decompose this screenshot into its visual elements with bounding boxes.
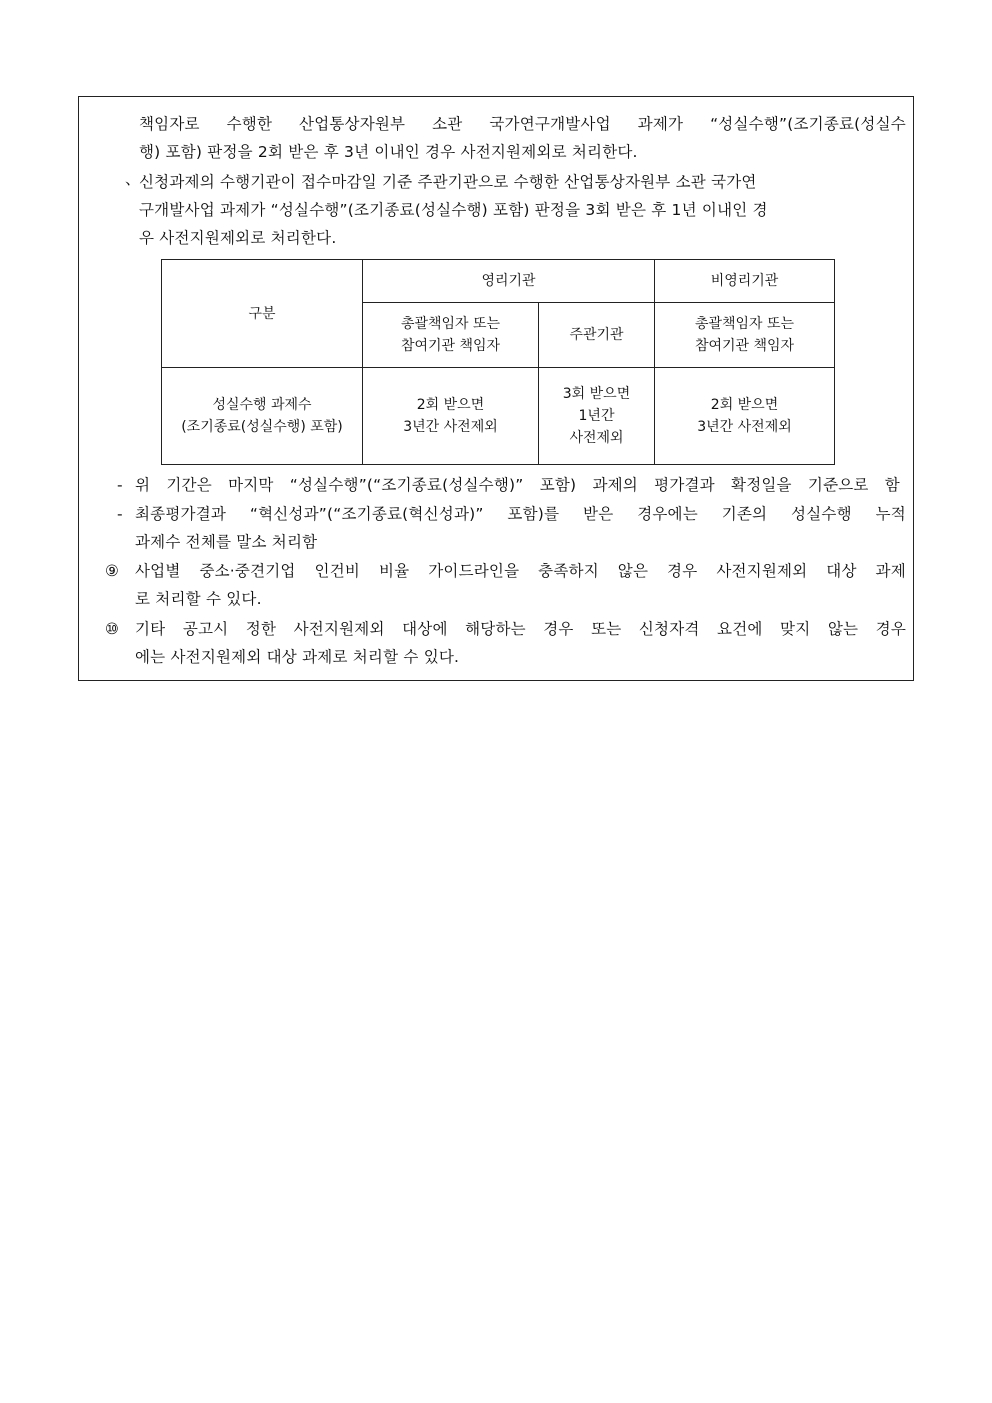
table-cell-nonprofit bbox=[655, 368, 835, 465]
para-top-line-1-text-word: “성실수행”(조기종료(성실수 bbox=[710, 115, 906, 133]
table-row-label-line-1: 성실수행 과제수 bbox=[212, 397, 312, 413]
note-1-line-1-text-word: 마지막 bbox=[228, 476, 274, 494]
item-9-line-1-text-word: 경우 bbox=[667, 562, 698, 580]
table-sub-nonprofit-lead-line-1: 총괄책임자 또는 bbox=[694, 316, 795, 332]
table-header-category: 구분 bbox=[162, 260, 363, 368]
item-9-line-1-text-word: 충족하지 bbox=[538, 562, 599, 580]
item-10-line-1-text-word: 대상에 bbox=[402, 620, 448, 638]
item-9-line-1-text-word: 과제 bbox=[875, 562, 906, 580]
item-10-line-1-text-word: 요건에 bbox=[717, 620, 763, 638]
note-2-line-1-text-word: 기존의 bbox=[721, 505, 768, 523]
item-10-line-1-text-word: 않는 bbox=[827, 620, 859, 638]
note-1-line-1-text-word: 위 bbox=[135, 476, 151, 494]
item-10-marker: ⑩ bbox=[105, 620, 119, 638]
para-top-line-1 bbox=[139, 114, 906, 134]
table-sub-profit-main: 주관기관 bbox=[539, 303, 655, 368]
note-2-line-1-text-word: 성실수행 bbox=[791, 505, 852, 523]
item-10-line-1-text-word: 사전지원제외 bbox=[293, 620, 385, 638]
table-cell-nonprofit-line-1: 2회 받으면 bbox=[710, 397, 779, 413]
table-cell-profit-main-line-3: 사전제외 bbox=[569, 430, 624, 446]
para-institution-line-2: 구개발사업 과제가 “성실수행”(조기종료(성실수행) 포함) 판정을 3회 받은 후 1년 이내인 경 bbox=[139, 201, 768, 219]
para-top-line-1-text-word: 수행한 bbox=[226, 115, 273, 133]
item-10-line-2: 에는 사전지원제외 대상 과제로 처리할 수 있다. bbox=[135, 648, 460, 666]
table-cell-profit-lead-line-1: 2회 받으면 bbox=[416, 397, 485, 413]
item-9-marker: ⑨ bbox=[105, 562, 119, 580]
item-10-line-1-text-word: 또는 bbox=[591, 620, 622, 638]
item-9-line-1-text-word: 중소·중견기업 bbox=[199, 562, 296, 580]
table-sub-profit-lead-line-2: 참여기관 책임자 bbox=[400, 338, 501, 354]
note-2-marker: - bbox=[117, 505, 123, 523]
exclusion-criteria-table bbox=[161, 259, 835, 465]
note-1-line-1-text-word: 평가결과 bbox=[654, 476, 715, 494]
item-9-line-1-text-word: 않은 bbox=[617, 562, 649, 580]
note-2-line-1-text-word: 경우에는 bbox=[637, 505, 698, 523]
note-1-line-1-text-word: “성실수행”(“조기종료(성실수행)” bbox=[289, 476, 524, 494]
note-2-line-1 bbox=[135, 504, 906, 524]
table-sub-nonprofit-lead bbox=[655, 303, 835, 368]
note-2-line-1-text-word: 포함)를 bbox=[507, 505, 560, 523]
table-sub-profit-lead bbox=[363, 303, 539, 368]
item-9-line-2: 로 처리할 수 있다. bbox=[135, 590, 262, 608]
note-2-line-2: 과제수 전체를 말소 처리함 bbox=[135, 533, 318, 551]
table-sub-nonprofit-lead-line-2: 참여기관 책임자 bbox=[694, 338, 795, 354]
para-top-line-2: 행) 포함) 판정을 2회 받은 후 3년 이내인 경우 사전지원제외로 처리한다. bbox=[139, 143, 638, 161]
note-1-line-1-text-word: 과제의 bbox=[592, 476, 638, 494]
item-9-line-1 bbox=[135, 561, 906, 581]
content-box bbox=[78, 96, 914, 681]
item-10-line-1 bbox=[135, 619, 906, 639]
table-cell-profit-main bbox=[539, 368, 655, 465]
note-1-line-1-text-word: 기간은 bbox=[166, 476, 212, 494]
item-10-line-1-text-word: 경우 bbox=[543, 620, 574, 638]
item-10-line-1-text-word: 기타 bbox=[135, 620, 166, 638]
item-9-line-1-text-word: 사업별 bbox=[135, 562, 181, 580]
para-top-line-1-text-word: 소관 bbox=[432, 115, 463, 133]
note-1-marker: - bbox=[117, 476, 123, 494]
table-header-profit: 영리기관 bbox=[363, 260, 655, 303]
table-cell-profit-lead bbox=[363, 368, 539, 465]
note-1-line-1-text-word: 함 bbox=[884, 476, 900, 494]
note-2-line-1-text-word: 누적 bbox=[875, 505, 906, 523]
item-10-line-1-text-word: 경우 bbox=[875, 620, 906, 638]
note-2-line-1-text-word: “혁신성과”(“조기종료(혁신성과)” bbox=[249, 505, 484, 523]
table-sub-profit-lead-line-1: 총괄책임자 또는 bbox=[400, 316, 501, 332]
item-10-line-1-text-word: 해당하는 bbox=[465, 620, 526, 638]
note-2-line-1-text-word: 최종평가결과 bbox=[135, 505, 227, 523]
note-2-line-1-text-word: 받은 bbox=[583, 505, 614, 523]
para-institution-line-3: 우 사전지원제외로 처리한다. bbox=[139, 229, 337, 247]
para-top-line-1-text-word: 산업통상자원부 bbox=[299, 115, 406, 133]
table-row-label-line-2: (조기종료(성실수행) 포함) bbox=[181, 419, 343, 435]
table-row-label bbox=[162, 368, 363, 465]
para-institution-line-1: 신청과제의 수행기관이 접수마감일 기준 주관기관으로 수행한 산업통상자원부 소관 국가연 bbox=[139, 173, 757, 191]
item-10-line-1-text-word: 맞지 bbox=[780, 620, 811, 638]
table-header-nonprofit: 비영리기관 bbox=[655, 260, 835, 303]
para-top-line-1-text-word: 과제가 bbox=[637, 115, 684, 133]
item-9-line-1-text-word: 비율 bbox=[378, 562, 410, 580]
item-9-line-1-text-word: 인건비 bbox=[314, 562, 361, 580]
item-10-line-1-text-word: 공고시 bbox=[182, 620, 229, 638]
table-cell-profit-main-line-2: 1년간 bbox=[578, 408, 615, 424]
para-top-line-1-text-word: 책임자로 bbox=[139, 115, 200, 133]
para-top-line-1-text-word: 국가연구개발사업 bbox=[489, 115, 611, 133]
item-9-line-1-text-word: 대상 bbox=[826, 562, 857, 580]
para-institution-marker: 、 bbox=[125, 170, 141, 188]
item-9-line-1-text-word: 가이드라인을 bbox=[428, 562, 520, 580]
note-1-line-1 bbox=[135, 475, 900, 495]
note-1-line-1-text-word: 확정일을 bbox=[731, 476, 792, 494]
table-cell-profit-lead-line-2: 3년간 사전제외 bbox=[403, 419, 498, 435]
note-1-line-1-text-word: 포함) bbox=[539, 476, 577, 494]
item-9-line-1-text-word: 사전지원제외 bbox=[716, 562, 808, 580]
table-cell-nonprofit-line-2: 3년간 사전제외 bbox=[697, 419, 792, 435]
note-1-line-1-text-word: 기준으로 bbox=[807, 476, 869, 494]
table-cell-profit-main-line-1: 3회 받으면 bbox=[562, 386, 631, 402]
item-10-line-1-text-word: 신청자격 bbox=[638, 620, 700, 638]
item-10-line-1-text-word: 정한 bbox=[245, 620, 277, 638]
